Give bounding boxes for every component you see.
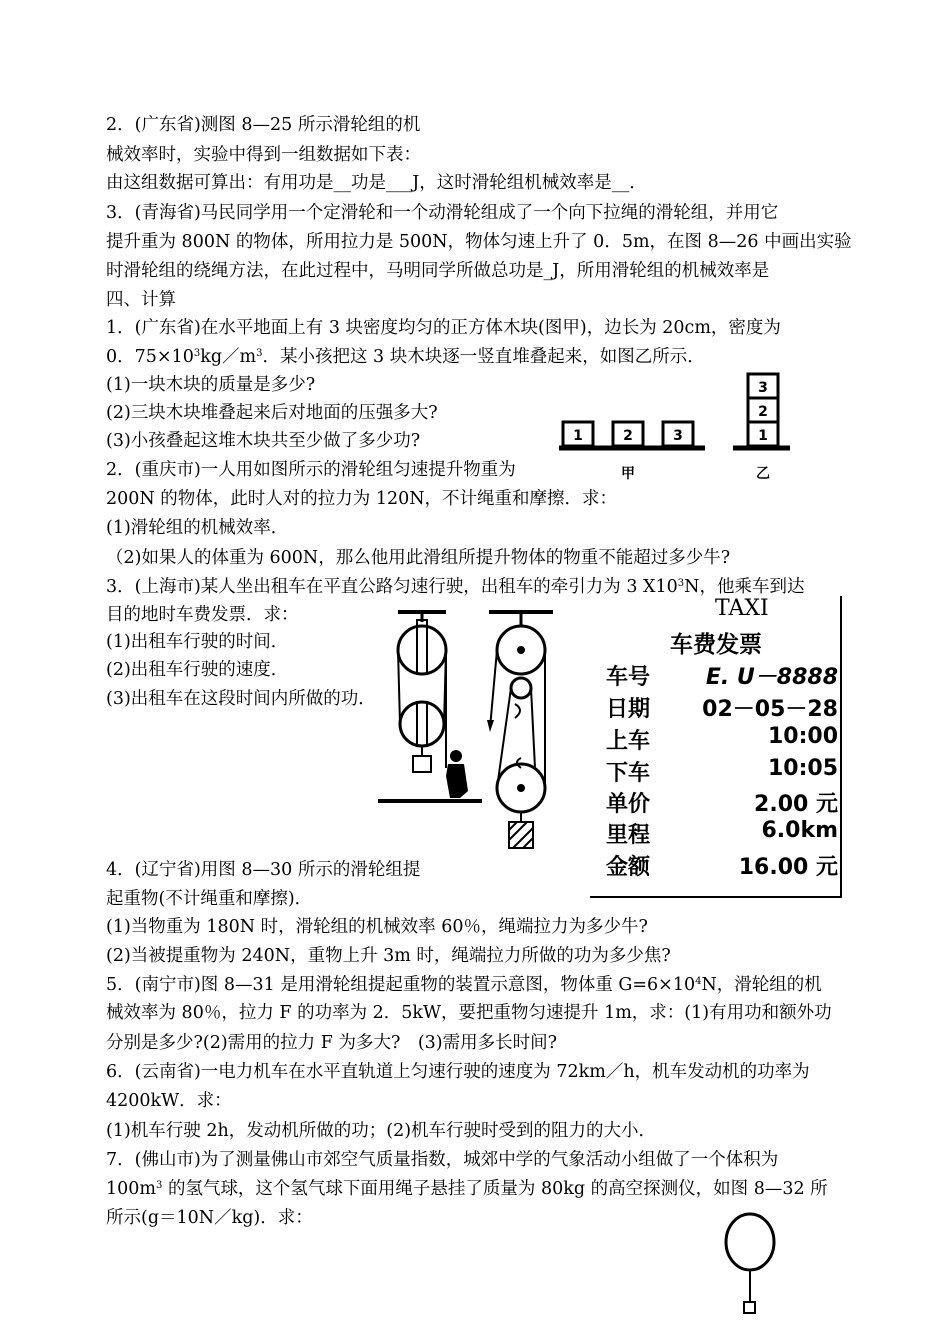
balloon-figure [722, 1210, 782, 1318]
balloon [726, 1214, 774, 1270]
text-line: 提升重为 800N 的物体，所用拉力是 500N，物体匀速上升了 0．5m，在图 8—26 中画出实验 [106, 232, 852, 252]
person-icon [446, 750, 468, 798]
small-pulley [511, 678, 531, 698]
text-line: 目的地时车费发票．求： [106, 605, 299, 625]
text-line: (2)当被提重物为 240N，重物上升 3m 时，绳端拉力所做的功为多少焦? [106, 946, 671, 966]
block-label: 1 [758, 428, 768, 444]
text-line: (1)滑轮组的机械效率． [106, 518, 289, 538]
text-line: （2)如果人的体重为 600N，那么他用此滑组所提升物体的物重不能超过多少牛? [106, 548, 731, 568]
text-line: (2)三块木块堆叠起来后对地面的压强多大? [106, 403, 438, 423]
text-line: 6．(云南省)一电力机车在水平直轨道上匀速行驶的速度为 72km／h，机车发动机的功率为 [106, 1062, 810, 1082]
text-line: 械效率时，实验中得到一组数据如下表： [106, 145, 421, 165]
free-rope [490, 650, 497, 728]
probe [744, 1302, 755, 1313]
text-line: 2．(重庆市)一人用如图所示的滑轮组匀速提升物重为 [106, 460, 516, 480]
taxi-receipt: TAXI 车费发票 车号 E. U－8888 日期 02－05－28 上车 10:00 下车 10:05 单价 2.00 元 里程 6.0km 金额 16.00 元 [590, 596, 842, 898]
text-line: 7．(佛山市)为了测量佛山市郊空气质量指数，城郊中学的气象活动小组做了一个体积为 [106, 1150, 779, 1170]
text-line: 1．(广东省)在水平地面上有 3 块密度均匀的正方体木块(图甲)，边长为 20cm，密度为 [106, 318, 781, 338]
block-label: 3 [673, 428, 683, 444]
pulley-person-figure [376, 606, 486, 811]
compound-pulley-figure [487, 608, 557, 864]
caption-jia: 甲 [621, 466, 635, 482]
text-line: 2．(广东省)测图 8—25 所示滑轮组的机 [106, 115, 421, 135]
receipt-subtitle: 车费发票 [670, 632, 762, 658]
text-line: 5．(南宁市)图 8—31 是用滑轮组提起重物的装置示意图，物体重 $G=6\times 10^4N$，滑轮组的机 [106, 975, 822, 995]
section-heading: 四、计算 [106, 290, 176, 310]
text-line: 械效率为 80％，拉力 F 的功率为 2．5kW，要把重物匀速提升 1m，求：(1)有用功和额外功 [106, 1003, 832, 1023]
receipt-title: TAXI [715, 596, 769, 621]
text-line: (1)出租车行驶的时间． [106, 632, 289, 652]
text-line: (1)机车行驶 2h，发动机所做的功；(2)机车行驶时受到的阻力的大小． [106, 1121, 657, 1141]
text-line: 时滑轮组的绕绳方法，在此过程中，马明同学所做总功是_J，所用滑轮组的机械效率是 [106, 261, 770, 281]
text-line: (2)出租车行驶的速度． [106, 660, 289, 680]
fixed-pulley [398, 626, 446, 674]
block-label: 2 [758, 404, 768, 420]
text-line: $100m^3$ 的氢气球，这个氢气球下面用绳子悬挂了质量为 80kg 的高空探测仪，如图 8—32 所 [106, 1179, 828, 1199]
text-line: 200N 的物体，此时人对的拉力为 120N，不计绳重和摩擦．求： [106, 489, 618, 509]
text-line: 4．(辽宁省)用图 8—30 所示的滑轮组提 [106, 860, 421, 880]
text-line: 3．(青海省)马民同学用一个定滑轮和一个动滑轮组成了一个向下拉绳的滑轮组，并用它 [106, 203, 779, 223]
text-line: 0．$75\times 10^3kg/m^3$．某小孩把这 3 块木块逐一竖直堆叠起来，如图乙所示． [106, 347, 705, 367]
movable-pulley [400, 702, 444, 746]
text-line: 分别是多少?(2)需用的拉力 F 为多大? (3)需用多长时间? [106, 1033, 557, 1053]
weight [413, 756, 431, 772]
block-label: 3 [758, 380, 768, 396]
caption-yi: 乙 [756, 466, 770, 482]
text-line: (1)当物重为 180N 时，滑轮组的机械效率 60％，绳端拉力为多少牛? [106, 917, 648, 937]
block-label: 2 [623, 428, 633, 444]
text-line: 起重物(不计绳重和摩擦)． [106, 889, 313, 909]
text-line: (3)出租车在这段时间内所做的功． [106, 689, 376, 709]
text-line: 4200kW．求： [106, 1091, 232, 1111]
blocks-figure [555, 362, 815, 487]
text-line: 3．(上海市)某人坐出租车在平直公路匀速行驶，出租车的牵引力为 3 $X10^3N$，他乘车到达 [106, 577, 805, 597]
text-line: 由这组数据可算出：有用功是__功是___J，这时滑轮组机械效率是__． [106, 173, 647, 193]
block-label: 1 [573, 428, 583, 444]
text-line: 所示(g＝10N／kg)．求： [106, 1208, 313, 1228]
text-line: (1)一块木块的质量是多少? [106, 375, 316, 395]
text-line: (3)小孩叠起这堆木块共至少做了多少功? [106, 431, 421, 451]
